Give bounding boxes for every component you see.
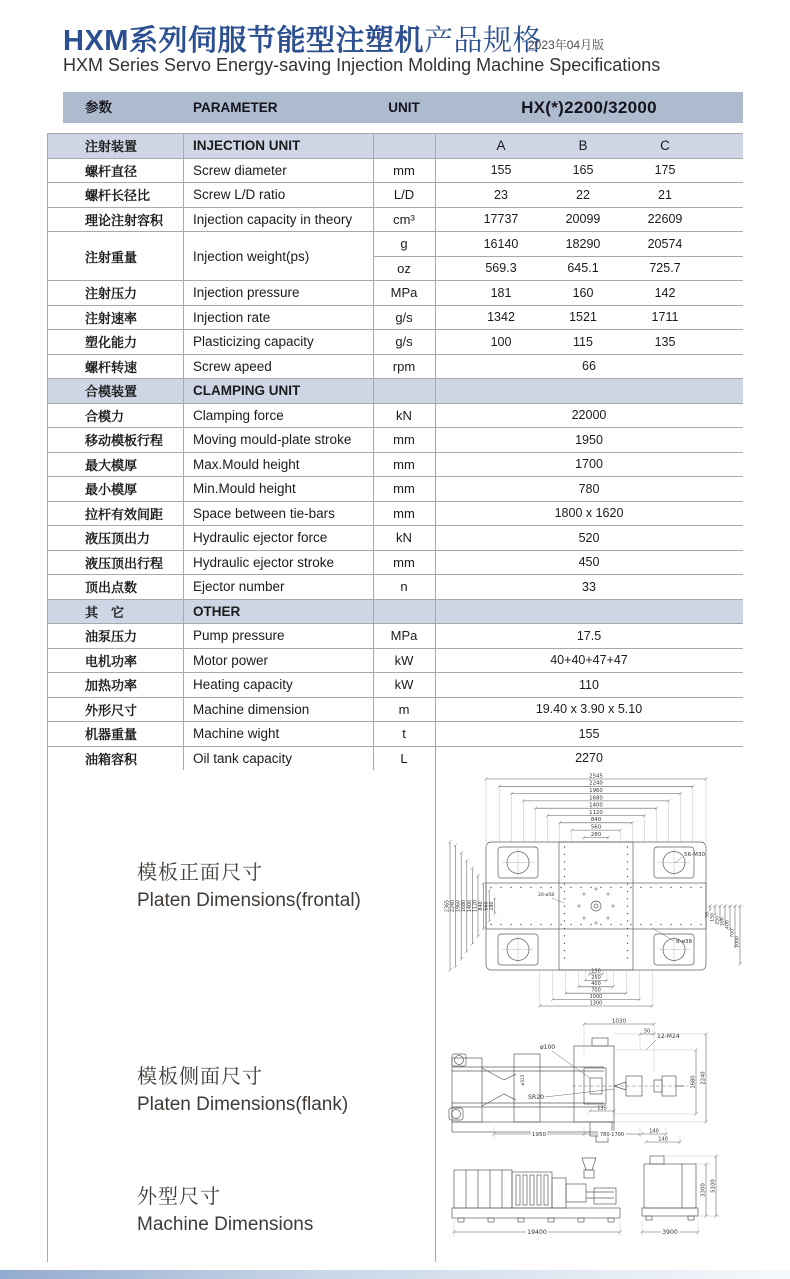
cell-values xyxy=(435,183,743,207)
svg-text:1960: 1960 xyxy=(589,788,603,794)
value-cell: 19.40 x 3.90 x 5.10 xyxy=(535,702,643,717)
value-cell: 66 xyxy=(582,359,596,374)
cell-param-zh: 螺杆直径 xyxy=(85,163,138,179)
cell-unit: mm xyxy=(393,481,415,497)
cell-unit: mm xyxy=(393,432,415,448)
cell-param-zh: 液压顶出力 xyxy=(85,531,151,547)
cell-param-zh: 注射压力 xyxy=(85,286,138,302)
header-unit: UNIT xyxy=(388,100,420,115)
value-cell: 22000 xyxy=(571,408,607,423)
abc-header: A xyxy=(496,138,506,154)
cell-values xyxy=(435,698,743,722)
svg-text:1950: 1950 xyxy=(531,1131,547,1138)
value-cell: 160 xyxy=(572,285,594,300)
value-cell: 21 xyxy=(658,187,672,202)
cell-values xyxy=(435,306,743,330)
cell-values xyxy=(435,673,743,697)
diagram-divider-line xyxy=(435,770,436,1262)
table-row xyxy=(47,306,743,331)
cell-values xyxy=(435,722,743,746)
section-row xyxy=(47,134,743,159)
svg-text:840: 840 xyxy=(479,901,484,911)
cell-unit: n xyxy=(400,579,408,595)
value-cell: 115 xyxy=(573,334,593,349)
value-cell: 16140 xyxy=(483,236,519,251)
value-cell: 22 xyxy=(576,187,590,202)
value-cell: 20574 xyxy=(647,236,683,251)
page-title-zh-light: 产品规格 xyxy=(423,25,542,57)
cell-values xyxy=(435,649,743,673)
svg-text:150: 150 xyxy=(710,912,716,922)
svg-text:SR20: SR20 xyxy=(528,1094,545,1101)
table-row xyxy=(47,722,743,747)
cell-values xyxy=(435,747,743,771)
value-cell: 18290 xyxy=(565,236,601,251)
svg-text:ø315: ø315 xyxy=(521,1074,526,1086)
cell-values xyxy=(435,526,743,550)
value-cell: 1950 xyxy=(575,432,603,447)
svg-text:1300: 1300 xyxy=(589,1000,603,1007)
cell-values xyxy=(435,600,743,624)
page-title xyxy=(63,18,542,59)
table-row xyxy=(47,551,743,576)
cell-param-zh: 电机功率 xyxy=(85,653,138,669)
cell-param-en: Injection rate xyxy=(193,309,271,325)
cell-unit xyxy=(373,379,435,403)
abc-header: B xyxy=(578,138,588,154)
edition-label: 2023年04月版 xyxy=(528,38,605,52)
table-row xyxy=(47,526,743,551)
cell-param-en: Hydraulic ejector stroke xyxy=(193,554,335,570)
cell-unit: cm³ xyxy=(393,211,415,227)
value-cell: 155 xyxy=(490,163,512,178)
column-divider xyxy=(183,134,184,771)
cell-param-en: Screw diameter xyxy=(193,162,287,178)
dimension-labels xyxy=(492,1018,707,1145)
cell-param-zh: 理论注射容积 xyxy=(85,212,164,228)
column-divider xyxy=(373,134,374,771)
cell-param-en: Injection weight(ps) xyxy=(193,248,310,264)
svg-text:1400: 1400 xyxy=(589,802,603,809)
cell-values xyxy=(435,551,743,575)
machine-side-outline xyxy=(449,1038,688,1142)
value-cell: 450 xyxy=(578,555,600,570)
cell-unit: oz xyxy=(397,260,411,276)
svg-text:1120: 1120 xyxy=(589,809,603,816)
value-cell: 142 xyxy=(654,285,676,300)
cell-param-en: Min.Mould height xyxy=(193,481,296,497)
table-row xyxy=(47,281,743,306)
platen-flank-label-zh: 模板侧面尺寸 xyxy=(137,1066,263,1088)
table-row xyxy=(47,428,743,453)
cell-values xyxy=(435,257,743,281)
dimension-chains xyxy=(444,773,744,1007)
svg-text:1960: 1960 xyxy=(456,899,462,913)
table-row xyxy=(47,624,743,649)
cell-unit: kW xyxy=(394,652,414,668)
svg-text:700: 700 xyxy=(591,987,601,994)
table-row xyxy=(47,183,743,208)
cell-param-en: Pump pressure xyxy=(193,628,285,644)
svg-text:2240: 2240 xyxy=(451,899,456,913)
table-row xyxy=(47,330,743,355)
cell-unit: MPa xyxy=(390,628,418,644)
cell-param-en: INJECTION UNIT xyxy=(193,138,301,154)
svg-text:150: 150 xyxy=(591,968,601,975)
cell-values xyxy=(435,404,743,428)
value-cell: 725.7 xyxy=(649,261,681,276)
svg-text:56-M30: 56-M30 xyxy=(684,852,706,858)
platen-flank-label xyxy=(137,1060,348,1116)
table-row xyxy=(47,159,743,184)
table-row xyxy=(47,453,743,478)
page-subtitle: HXM Series Servo Energy-saving Injection Molding Machine Specifications xyxy=(63,55,661,75)
svg-text:400: 400 xyxy=(725,920,731,929)
cell-param-en: Screw apeed xyxy=(193,358,272,374)
section-machine-dimensions xyxy=(47,1148,743,1262)
cell-unit: MPa xyxy=(390,285,418,301)
cell-values xyxy=(435,134,743,158)
cell-param-en: CLAMPING UNIT xyxy=(193,383,301,399)
cell-unit: L xyxy=(400,750,408,766)
cell-unit: g xyxy=(400,236,408,252)
value-cell: 110 xyxy=(579,677,599,692)
cell-param-zh: 最大模厚 xyxy=(85,457,138,473)
cell-param-en: Oil tank capacity xyxy=(193,750,293,766)
cell-unit: m xyxy=(398,701,410,717)
machine-dimensions-diagram xyxy=(444,1148,746,1262)
cell-param-en: OTHER xyxy=(193,603,241,619)
cell-unit: rpm xyxy=(392,358,416,374)
cell-values xyxy=(435,330,743,354)
cell-unit: mm xyxy=(393,505,415,521)
svg-text:2365: 2365 xyxy=(445,899,451,913)
value-cell: 17737 xyxy=(483,212,519,227)
value-cell: 40+40+47+47 xyxy=(550,653,628,668)
svg-text:1680: 1680 xyxy=(589,795,603,802)
svg-text:1680: 1680 xyxy=(690,1075,697,1089)
svg-text:140: 140 xyxy=(658,1136,668,1143)
svg-text:5100: 5100 xyxy=(710,1179,717,1193)
value-cell: 17.5 xyxy=(576,628,602,643)
svg-text:1030: 1030 xyxy=(611,1018,627,1025)
abc-header: C xyxy=(660,138,670,154)
cell-param-zh: 合模装置 xyxy=(85,384,138,400)
table-row xyxy=(47,673,743,698)
sub-row xyxy=(373,257,743,281)
svg-text:50: 50 xyxy=(643,1028,651,1035)
value-cell: 135 xyxy=(654,334,676,349)
value-cell: 1711 xyxy=(651,310,679,325)
cell-unit: kW xyxy=(394,677,414,693)
svg-text:19400: 19400 xyxy=(527,1228,547,1236)
value-cell: 780 xyxy=(578,481,600,496)
value-cell: 520 xyxy=(578,530,600,545)
svg-text:250: 250 xyxy=(591,974,601,981)
cell-values xyxy=(435,159,743,183)
table-left-border xyxy=(47,133,48,1262)
value-cell: 23 xyxy=(494,187,508,202)
svg-text:2545: 2545 xyxy=(589,773,603,780)
svg-text:20-ø58: 20-ø58 xyxy=(538,893,555,898)
value-cell: 569.3 xyxy=(485,261,517,276)
machine-elevation-outline xyxy=(452,1156,698,1222)
cell-values xyxy=(435,355,743,379)
cell-param-zh: 油箱容积 xyxy=(85,751,138,767)
table-row xyxy=(47,575,743,600)
svg-text:780-1700: 780-1700 xyxy=(599,1131,625,1138)
cell-param-en: Plasticizing capacity xyxy=(193,334,314,350)
cell-values xyxy=(435,453,743,477)
svg-text:700: 700 xyxy=(730,928,736,938)
cell-param-zh: 注射重量 xyxy=(85,249,138,265)
table-row xyxy=(47,502,743,527)
cell-unit: mm xyxy=(393,456,415,472)
table-row xyxy=(47,404,743,429)
cell-values xyxy=(435,624,743,648)
svg-text:2240: 2240 xyxy=(589,780,603,787)
sub-row xyxy=(373,232,743,257)
machine-dimensions-label-en: Machine Dimensions xyxy=(137,1214,314,1235)
cell-unit: kN xyxy=(396,530,412,546)
cell-param-zh: 注射速率 xyxy=(85,310,138,326)
svg-text:50: 50 xyxy=(705,912,711,918)
cell-unit: t xyxy=(402,726,406,742)
svg-text:3900: 3900 xyxy=(662,1228,678,1236)
cell-values xyxy=(435,502,743,526)
platen-flank-diagram xyxy=(444,1010,746,1148)
platen-flank-label-en: Platen Dimensions(flank) xyxy=(137,1094,349,1115)
cell-values xyxy=(435,428,743,452)
cell-param-zh: 塑化能力 xyxy=(85,335,138,351)
cell-param-zh: 加热功率 xyxy=(85,678,138,694)
table-row xyxy=(47,649,743,674)
cell-values xyxy=(435,232,743,256)
section-platen-frontal xyxy=(47,770,743,1011)
machine-dimensions-label-zh: 外型尺寸 xyxy=(137,1186,221,1208)
cell-unit xyxy=(373,600,435,624)
value-cell: 2270 xyxy=(575,751,603,766)
cell-param-en: Machine wight xyxy=(193,726,280,742)
cell-param-en: Max.Mould height xyxy=(193,456,300,472)
value-cell: 165 xyxy=(572,163,594,178)
header-param-en: PARAMETER xyxy=(193,100,278,115)
svg-text:135: 135 xyxy=(597,1105,607,1112)
table-row xyxy=(47,355,743,380)
cell-param-zh: 顶出点数 xyxy=(85,580,138,596)
cell-param-zh: 最小模厚 xyxy=(85,482,138,498)
cell-param-zh: 其 它 xyxy=(85,604,125,620)
svg-text:280: 280 xyxy=(590,831,602,838)
value-cell: 175 xyxy=(654,163,676,178)
svg-text:1000: 1000 xyxy=(735,936,741,948)
table-row xyxy=(47,477,743,502)
svg-text:560: 560 xyxy=(484,901,490,911)
value-cell: 1800 x 1620 xyxy=(554,506,624,521)
value-cell: 645.1 xyxy=(567,261,599,276)
svg-text:1120: 1120 xyxy=(473,899,479,913)
cell-unit: mm xyxy=(393,554,415,570)
cell-param-zh: 螺杆转速 xyxy=(85,359,138,375)
cell-unit: g/s xyxy=(395,334,413,350)
cell-unit: g/s xyxy=(395,309,413,325)
platen-frontal-label-en: Platen Dimensions(frontal) xyxy=(137,890,361,911)
platen-frontal-diagram xyxy=(444,770,746,1010)
cell-param-en: Injection pressure xyxy=(193,285,300,301)
cell-param-en: Injection capacity in theory xyxy=(193,211,353,227)
cell-values xyxy=(435,281,743,305)
cell-values xyxy=(435,575,743,599)
cell-param-en: Ejector number xyxy=(193,579,285,595)
cell-param-en: Machine dimension xyxy=(193,701,310,717)
dual-subrows xyxy=(373,232,743,280)
cell-param-zh: 机器重量 xyxy=(85,727,138,743)
svg-text:560: 560 xyxy=(590,824,602,831)
cell-values xyxy=(435,208,743,232)
svg-text:1400: 1400 xyxy=(467,899,473,913)
svg-text:ø100: ø100 xyxy=(540,1044,556,1051)
svg-text:2240: 2240 xyxy=(700,1071,707,1085)
value-cell: 33 xyxy=(582,579,596,594)
cell-param-zh: 移动模板行程 xyxy=(85,433,164,449)
platen-frontal-label xyxy=(137,856,361,912)
value-cell: 155 xyxy=(578,726,600,741)
svg-text:3300: 3300 xyxy=(700,1183,707,1197)
header-model: HX(*)2200/32000 xyxy=(521,98,657,117)
svg-text:8-ø38: 8-ø38 xyxy=(676,939,693,945)
cell-values xyxy=(435,379,743,403)
section-row xyxy=(47,379,743,404)
table-row xyxy=(47,232,743,281)
cell-param-en: Space between tie-bars xyxy=(193,505,335,521)
cell-param-en: Motor power xyxy=(193,652,269,668)
svg-text:12-M24: 12-M24 xyxy=(657,1033,680,1040)
cell-param-zh: 合模力 xyxy=(85,408,125,424)
table-row xyxy=(47,208,743,233)
cell-unit: mm xyxy=(393,162,415,178)
cell-param-zh: 螺杆长径比 xyxy=(85,188,151,204)
spec-table xyxy=(47,133,743,771)
cell-param-zh: 液压顶出行程 xyxy=(85,555,164,571)
platen-outline xyxy=(486,842,706,970)
value-cell: 22609 xyxy=(647,212,683,227)
svg-text:280: 280 xyxy=(490,901,496,911)
cell-param-en: Hydraulic ejector force xyxy=(193,530,328,546)
cell-param-zh: 注射装置 xyxy=(85,139,138,155)
table-row xyxy=(47,747,743,772)
svg-text:250: 250 xyxy=(715,915,721,925)
svg-text:1000: 1000 xyxy=(589,994,603,1000)
value-cell: 20099 xyxy=(565,212,601,227)
machine-dimensions-label xyxy=(137,1180,313,1236)
cell-param-en: Clamping force xyxy=(193,407,284,423)
cell-param-zh: 拉杆有效间距 xyxy=(85,506,164,522)
value-cell: 1521 xyxy=(569,310,597,325)
page-title-zh-bold: HXM系列伺服节能型注塑机 xyxy=(63,25,424,57)
cell-unit xyxy=(373,134,435,158)
footer-accent-bar xyxy=(0,1270,790,1279)
cell-param-zh: 外形尺寸 xyxy=(85,702,138,718)
cell-values xyxy=(435,477,743,501)
svg-text:140: 140 xyxy=(649,1128,659,1135)
cell-unit: kN xyxy=(396,407,412,423)
cell-param-en: Moving mould-plate stroke xyxy=(193,432,352,448)
cell-unit: L/D xyxy=(393,187,415,203)
cell-param-en: Heating capacity xyxy=(193,677,293,693)
value-cell: 1342 xyxy=(487,310,515,325)
value-cell: 181 xyxy=(490,285,512,300)
table-header-band xyxy=(63,92,743,123)
cell-param-en: Screw L/D ratio xyxy=(193,187,286,203)
svg-text:300: 300 xyxy=(720,917,726,927)
value-cell: 1700 xyxy=(575,457,603,472)
platen-frontal-label-zh: 模板正面尺寸 xyxy=(137,862,263,884)
value-cell: 100 xyxy=(490,334,512,349)
section-platen-flank xyxy=(47,1010,743,1149)
section-row xyxy=(47,600,743,625)
svg-text:1680: 1680 xyxy=(462,899,468,913)
spec-table-rows xyxy=(47,134,743,771)
svg-text:840: 840 xyxy=(590,817,602,824)
cell-param-zh: 油泵压力 xyxy=(85,629,138,645)
svg-text:400: 400 xyxy=(591,981,601,988)
table-row xyxy=(47,698,743,723)
header-param-zh: 参数 xyxy=(85,100,112,115)
column-divider xyxy=(435,134,436,771)
